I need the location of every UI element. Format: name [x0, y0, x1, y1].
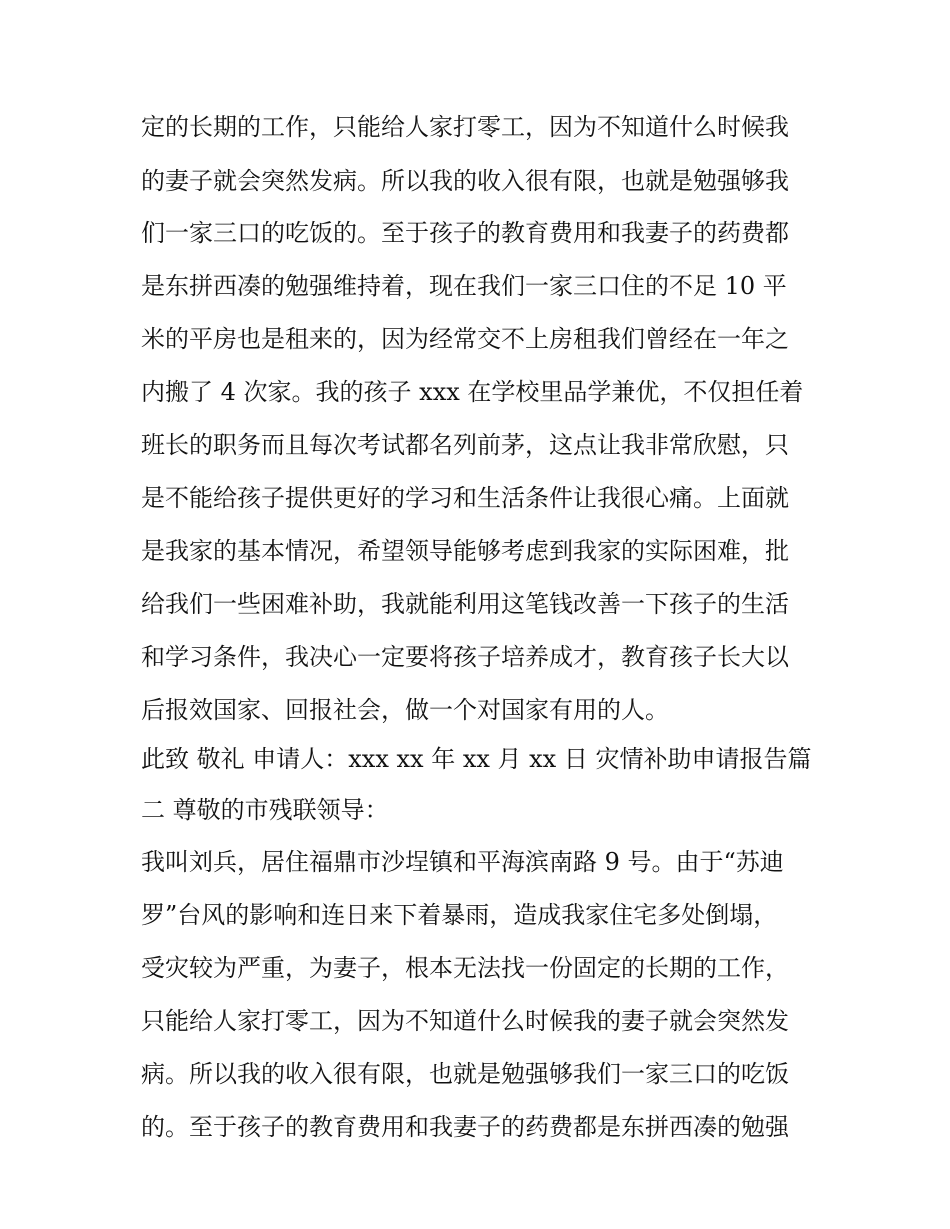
text-line: 的。至于孩子的教育费用和我妻子的药费都是东拼西凑的勉强 [141, 1113, 789, 1141]
text-line: 们一家三口的吃饭的。至于孩子的教育费用和我妻子的药费都 [141, 219, 789, 247]
text-line: 受灾较为严重，为妻子，根本无法找一份固定的长期的工作， [141, 954, 789, 982]
text-line: 二 尊敬的市残联领导： [141, 796, 389, 824]
text-line: 是不能给孩子提供更好的学习和生活条件让我很心痛。上面就 [141, 484, 789, 512]
text-line: 此致 敬礼 申请人：xxx xx 年 xx 月 xx 日 灾情补助申请报告篇 [141, 745, 812, 773]
text-line: 是我家的基本情况，希望领导能够考虑到我家的实际困难，批 [141, 537, 789, 565]
text-line: 只能给人家打零工，因为不知道什么时候我的妻子就会突然发 [141, 1007, 789, 1035]
text-line: 罗”台风的影响和连日来下着暴雨，造成我家住宅多处倒塌， [141, 901, 778, 929]
text-line: 我叫刘兵，居住福鼎市沙埕镇和平海滨南路 9 号。由于“苏迪 [141, 848, 784, 876]
text-line: 班长的职务而且每次考试都名列前茅，这点让我非常欣慰，只 [141, 431, 789, 459]
text-line: 米的平房也是租来的，因为经常交不上房租我们曾经在一年之 [141, 325, 789, 353]
text-line: 内搬了 4 次家。我的孩子 xxx 在学校里品学兼优，不仅担任着 [141, 378, 804, 406]
text-line: 定的长期的工作，只能给人家打零工，因为不知道什么时候我 [141, 113, 789, 141]
text-line: 是东拼西凑的勉强维持着，现在我们一家三口住的不足 10 平 [141, 272, 787, 300]
text-line: 的妻子就会突然发病。所以我的收入很有限，也就是勉强够我 [141, 167, 789, 195]
text-line: 和学习条件，我决心一定要将孩子培养成才，教育孩子长大以 [141, 643, 789, 671]
text-line: 后报效国家、回报社会，做一个对国家有用的人。 [141, 696, 669, 724]
text-line: 给我们一些困难补助，我就能利用这笔钱改善一下孩子的生活 [141, 590, 789, 618]
text-line: 病。所以我的收入很有限，也就是勉强够我们一家三口的吃饭 [141, 1060, 789, 1088]
